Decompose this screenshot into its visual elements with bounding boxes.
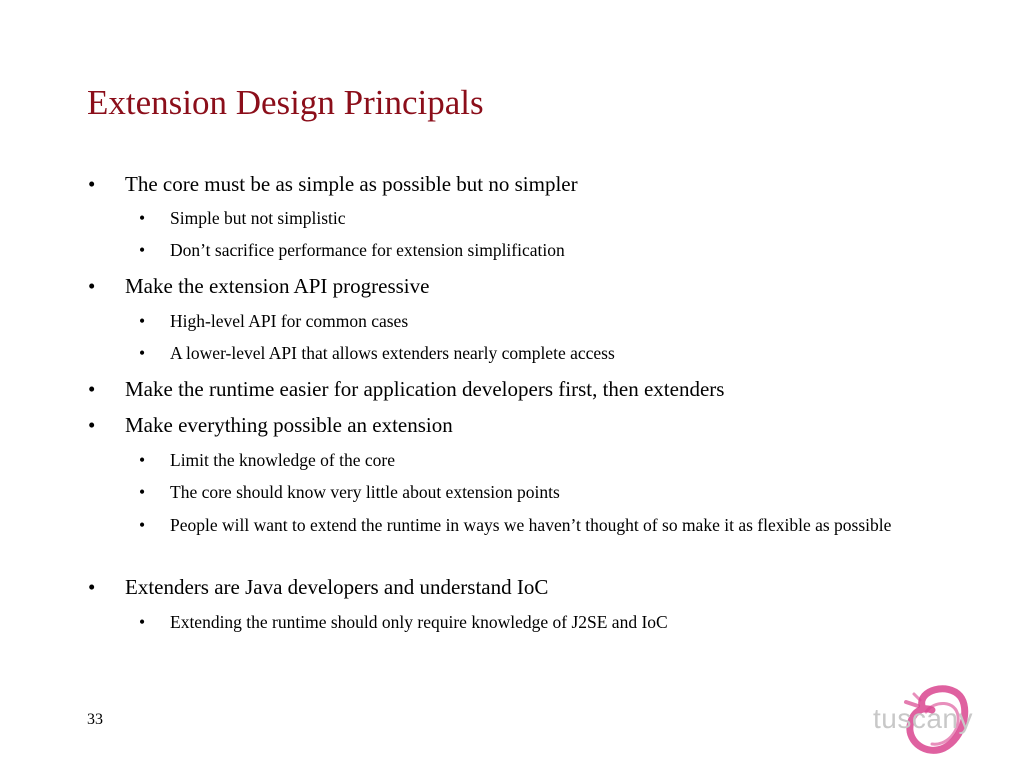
bullet-marker: • — [88, 377, 96, 401]
bullet-marker: • — [88, 575, 96, 599]
bullet-text: Simple but not simplistic — [170, 208, 346, 228]
bullet-text: Extending the runtime should only require knowledge of J2SE and IoC — [170, 612, 668, 632]
bullet-text: A lower-level API that allows extenders nearly complete access — [170, 343, 615, 363]
logo-text: tuscany — [873, 703, 973, 734]
sub-bullet-item — [139, 480, 959, 504]
bullet-marker: • — [139, 311, 146, 331]
sub-bullet-item — [139, 448, 959, 472]
bullet-marker: • — [139, 482, 146, 502]
bullet-marker: • — [139, 208, 146, 228]
sub-bullet-item — [139, 513, 959, 537]
bullet-text: Limit the knowledge of the core — [170, 450, 395, 470]
bullet-text: Make the extension API progressive — [125, 274, 430, 298]
bullet-text: Don’t sacrifice performance for extension simplification — [170, 240, 565, 260]
bullet-text: Make everything possible an extension — [125, 413, 453, 437]
bullet-text: High-level API for common cases — [170, 311, 409, 331]
bullet-item — [88, 272, 429, 300]
bullet-text: Extenders are Java developers and understand IoC — [125, 575, 549, 599]
sub-bullet-item — [139, 206, 959, 230]
bullet-marker: • — [88, 172, 96, 196]
bullet-text: The core must be as simple as possible but no simpler — [125, 172, 578, 196]
sub-bullet-item — [139, 238, 959, 262]
sub-bullet-item — [139, 610, 959, 634]
bullet-item — [88, 573, 548, 601]
bullet-marker: • — [88, 413, 96, 437]
slide-title: Extension Design Principals — [87, 83, 484, 122]
bullet-text: Make the runtime easier for application developers first, then extenders — [125, 377, 725, 401]
page-number: 33 — [87, 711, 103, 728]
bullet-marker: • — [139, 450, 146, 470]
bullet-marker: • — [139, 240, 146, 260]
bullet-marker: • — [88, 274, 96, 298]
bullet-marker: • — [139, 515, 146, 535]
bullet-text: The core should know very little about extension points — [170, 482, 560, 502]
bullet-item — [88, 375, 724, 403]
bullet-marker: • — [139, 612, 146, 632]
sub-bullet-item — [139, 309, 959, 333]
bullet-text: People will want to extend the runtime in ways we haven’t thought of so make it as flexible as possible — [170, 515, 892, 535]
bullet-item — [88, 170, 578, 198]
bullet-item — [88, 411, 453, 439]
bullet-marker: • — [139, 343, 146, 363]
sub-bullet-item — [139, 341, 959, 365]
